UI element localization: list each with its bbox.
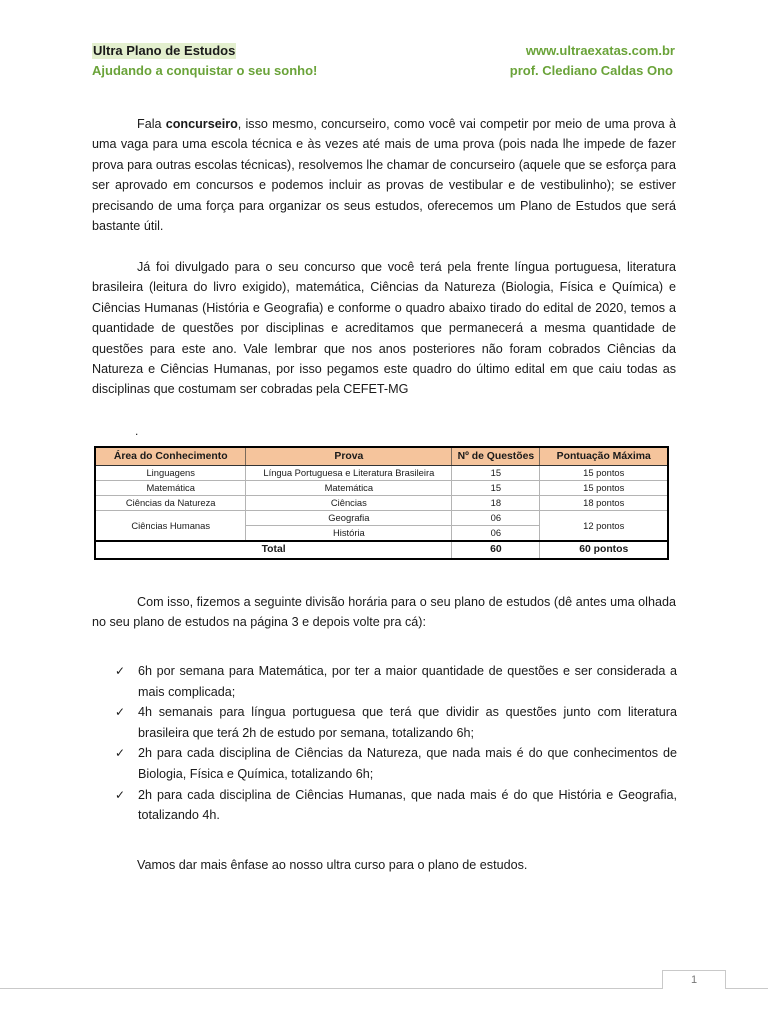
cell-questoes: 15 <box>452 481 540 496</box>
check-mark-icon: ✓ <box>115 746 126 761</box>
stray-dot: . <box>135 424 139 438</box>
cell-area: Ciências Humanas <box>95 511 246 542</box>
schedule-list <box>115 661 677 826</box>
cell-pontuacao: 15 pontos <box>540 481 668 496</box>
table-header-area: Área do Conhecimento <box>95 447 246 466</box>
total-pontuacao: 60 pontos <box>540 541 668 559</box>
cell-prova: História <box>246 526 452 542</box>
cell-area: Matemática <box>95 481 246 496</box>
cell-area: Ciências da Natureza <box>95 496 246 511</box>
table-row <box>95 511 668 526</box>
cell-pontuacao: 15 pontos <box>540 466 668 481</box>
list-item <box>115 661 677 702</box>
table-row <box>95 496 668 511</box>
cell-questoes: 06 <box>452 526 540 542</box>
cell-prova: Geografia <box>246 511 452 526</box>
intro-rest: , isso mesmo, concurseiro, como você vai competir por meio de uma prova à uma vaga para uma escola técnica e às vezes até mais de uma prova (pois nada lhe impede de fazer prova para outras escolas técnicas), resolvemos lhe chamar de concurseiro (aquele que se esforça para ser aprovado em concursos e podemos incluir as provas de vestibular e de vestibulinho); se estiver precisando de uma força para organizar os seus estudos, oferecemos um Plano de Estudos que será bastante útil. <box>92 117 676 234</box>
intro-paragraph <box>92 114 676 236</box>
cell-pontuacao: 12 pontos <box>540 511 668 542</box>
list-item <box>115 743 677 784</box>
list-item-text: 4h semanais para língua portuguesa que terá que dividir as questões junto com literatura brasileira que terá 2h de estudo por semana, totalizando 6h; <box>138 705 677 740</box>
table-header-pontuacao: Pontuação Máxima <box>540 447 668 466</box>
header-subtitle: Ajudando a conquistar o seu sonho! <box>92 63 318 78</box>
intro-lead: Fala <box>137 117 166 131</box>
cell-questoes: 15 <box>452 466 540 481</box>
cell-questoes: 18 <box>452 496 540 511</box>
cell-area: Linguagens <box>95 466 246 481</box>
header-author: prof. Clediano Caldas Ono <box>509 63 673 78</box>
cell-prova: Ciências <box>246 496 452 511</box>
page-number: 1 <box>662 970 726 989</box>
table-header-row <box>95 447 668 466</box>
list-item-text: 2h para cada disciplina de Ciências Humanas, que nada mais é do que História e Geografia, totalizando 4h. <box>138 787 677 823</box>
intro-bold-word: concurseiro <box>165 117 238 131</box>
cell-questoes: 06 <box>452 511 540 526</box>
footer-divider <box>0 988 768 989</box>
check-mark-icon: ✓ <box>115 664 126 678</box>
total-label: Total <box>95 541 452 559</box>
check-mark-icon: ✓ <box>115 787 126 802</box>
cell-pontuacao: 18 pontos <box>540 496 668 511</box>
schedule-intro-paragraph: Com isso, fizemos a seguinte divisão horária para o seu plano de estudos (dê antes uma olhada no seu plano de estudos na página 3 e depois volte pra cá): <box>92 595 676 630</box>
header-title: Ultra Plano de Estudos <box>93 43 236 58</box>
list-item <box>115 702 677 743</box>
table-header-prova: Prova <box>246 447 452 466</box>
table-total-row <box>95 541 668 559</box>
cell-prova: Matemática <box>246 481 452 496</box>
list-item <box>115 785 677 826</box>
cell-prova: Língua Portuguesa e Literatura Brasileira <box>246 466 452 481</box>
list-item-text: 6h por semana para Matemática, por ter a maior quantidade de questões e ser considerada a mais complicada; <box>138 664 677 699</box>
header-website: www.ultraexatas.com.br <box>525 43 675 58</box>
closing-paragraph: Vamos dar mais ênfase ao nosso ultra curso para o plano de estudos. <box>137 858 528 872</box>
table-row <box>95 466 668 481</box>
table-header-questoes: Nº de Questões <box>452 447 540 466</box>
table-row <box>95 481 668 496</box>
list-item-text: 2h para cada disciplina de Ciências da Natureza, que nada mais é do que conhecimentos de Biologia, Física e Química, totalizando 6h; <box>138 746 677 781</box>
questions-table <box>94 446 669 560</box>
context-paragraph: Já foi divulgado para o seu concurso que você terá pela frente língua portuguesa, literatura brasileira (leitura do livro exigido), matemática, Ciências da Natureza (Biologia, Física e Química) e Ciências Humanas (História e Geografia) e conforme o quadro abaixo tirado do edital de 2020, temos a quantidade de questões por disciplinas e acreditamos que permanecerá a mesma quantidade de questões para este ano. Vale lembrar que nos anos posteriores não foram cobrados Ciências da Natureza e Ciências Humanas, por isso pegamos este quadro do último edital em que caiu todas as disciplinas que costumam ser cobradas pela CEFET-MG <box>92 260 676 397</box>
check-mark-icon: ✓ <box>115 705 126 720</box>
total-questoes: 60 <box>452 541 540 559</box>
